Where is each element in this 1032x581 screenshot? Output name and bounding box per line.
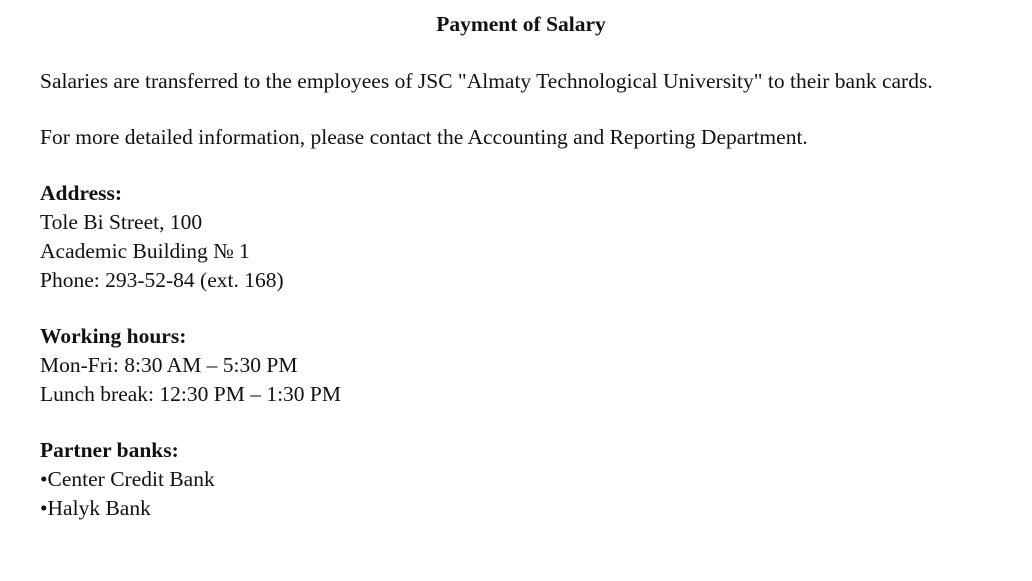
bullet-icon: • [40, 467, 48, 491]
partner-banks-section [40, 436, 1002, 523]
document-page [40, 9, 1002, 523]
partner-bank-name: Halyk Bank [47, 496, 151, 520]
partner-bank-name: Center Credit Bank [47, 467, 215, 491]
working-hours-section [40, 322, 1002, 409]
salary-transfer-paragraph: Salaries are transferred to the employees of JSC "Almaty Technological University" to their bank cards. [40, 69, 933, 93]
page-title: Payment of Salary [436, 12, 606, 36]
working-hours-weekdays: Mon-Fri: 8:30 AM – 5:30 PM [40, 353, 298, 377]
working-hours-heading: Working hours: [40, 324, 187, 348]
partner-bank-item [40, 465, 1002, 494]
address-heading: Address: [40, 181, 123, 205]
working-hours-lunch: Lunch break: 12:30 PM – 1:30 PM [40, 382, 341, 406]
partner-banks-heading: Partner banks: [40, 438, 179, 462]
partner-bank-item [40, 494, 1002, 523]
address-street: Tole Bi Street, 100 [40, 210, 203, 234]
bullet-icon: • [40, 496, 48, 520]
address-building: Academic Building № 1 [40, 239, 250, 263]
address-phone: Phone: 293-52-84 (ext. 168) [40, 268, 284, 292]
address-section [40, 179, 1002, 295]
contact-info-paragraph: For more detailed information, please contact the Accounting and Reporting Department. [40, 125, 808, 149]
